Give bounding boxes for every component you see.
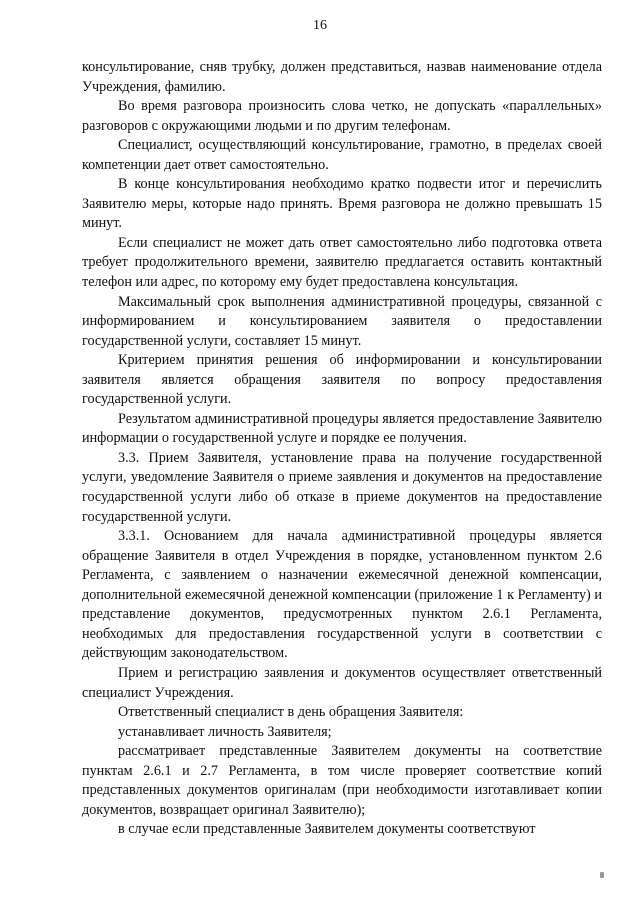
paragraph: консультирование, сняв трубку, должен представиться, назвав наименование отдела Учреждения, фамилию.	[82, 59, 602, 95]
paragraph: В конце консультирования необходимо кратко подвести итог и перечислить Заявителю меры, которые надо принять. Время разговора не должно превышать 15 минут.	[82, 176, 602, 232]
document-body	[82, 58, 602, 840]
paragraph: Результатом административной процедуры является предоставление Заявителю информации о государственной услуге и порядке ее получения.	[82, 410, 602, 447]
paragraph: Ответственный специалист в день обращения Заявителя:	[118, 704, 464, 721]
paragraph: Во время разговора произносить слова четко, не допускать «параллельных» разговоров с окружающими людьми и по другим телефонам.	[82, 98, 602, 134]
scan-artifact	[600, 872, 604, 878]
paragraph: Специалист, осуществляющий консультирование, грамотно, в пределах своей компетенции дает ответ самостоятельно.	[82, 137, 602, 173]
paragraph: устанавливает личность Заявителя;	[118, 723, 332, 740]
paragraph: Максимальный срок выполнения административной процедуры, связанной с информированием и консультированием заявителя о предоставлении государственной услуги, составляет 15 минут.	[82, 293, 602, 349]
paragraph: Критерием принятия решения об информировании и консультировании заявителя является обращения заявителя по вопросу предоставления государственной услуги.	[82, 352, 602, 408]
paragraph: 3.3. Прием Заявителя, установление права на получение государственной услуги, уведомление Заявителя о приеме заявления и документов на предоставление государственной услуги либо об отказе в приеме документов на предоставление государственной услуги.	[82, 449, 602, 525]
paragraph: рассматривает представленные Заявителем документы на соответствие пунктам 2.6.1 и 2.7 Регламента, в том числе проверяет соответствие копий представленных документов оригиналам (при необходимости изготавливает копии документов, возвращает оригинал Заявителю);	[82, 743, 602, 818]
paragraph: 3.3.1. Основанием для начала административной процедуры является обращение Заявителя в отдел Учреждения в порядке, установленном пунктом 2.6 Регламента, с заявлением о назначении ежемесячной денежной компенсации, дополнительной ежемесячной денежной компенсации (приложение 1 к Регламенту) и представление документов, предусмотренных пунктом 2.6.1 Регламента, необходимых для предоставления государственной услуги в соответствии с действующим законодательством.	[82, 528, 602, 662]
paragraph: в случае если представленные Заявителем документы соответствуют	[118, 821, 536, 838]
page-number: 16	[313, 18, 327, 33]
paragraph: Прием и регистрацию заявления и документов осуществляет ответственный специалист Учреждения.	[82, 664, 602, 701]
paragraph: Если специалист не может дать ответ самостоятельно либо подготовка ответа требует продолжительного времени, заявителю предлагается оставить контактный телефон или адрес, по которому ему будет предоставлена консультация.	[82, 234, 602, 291]
